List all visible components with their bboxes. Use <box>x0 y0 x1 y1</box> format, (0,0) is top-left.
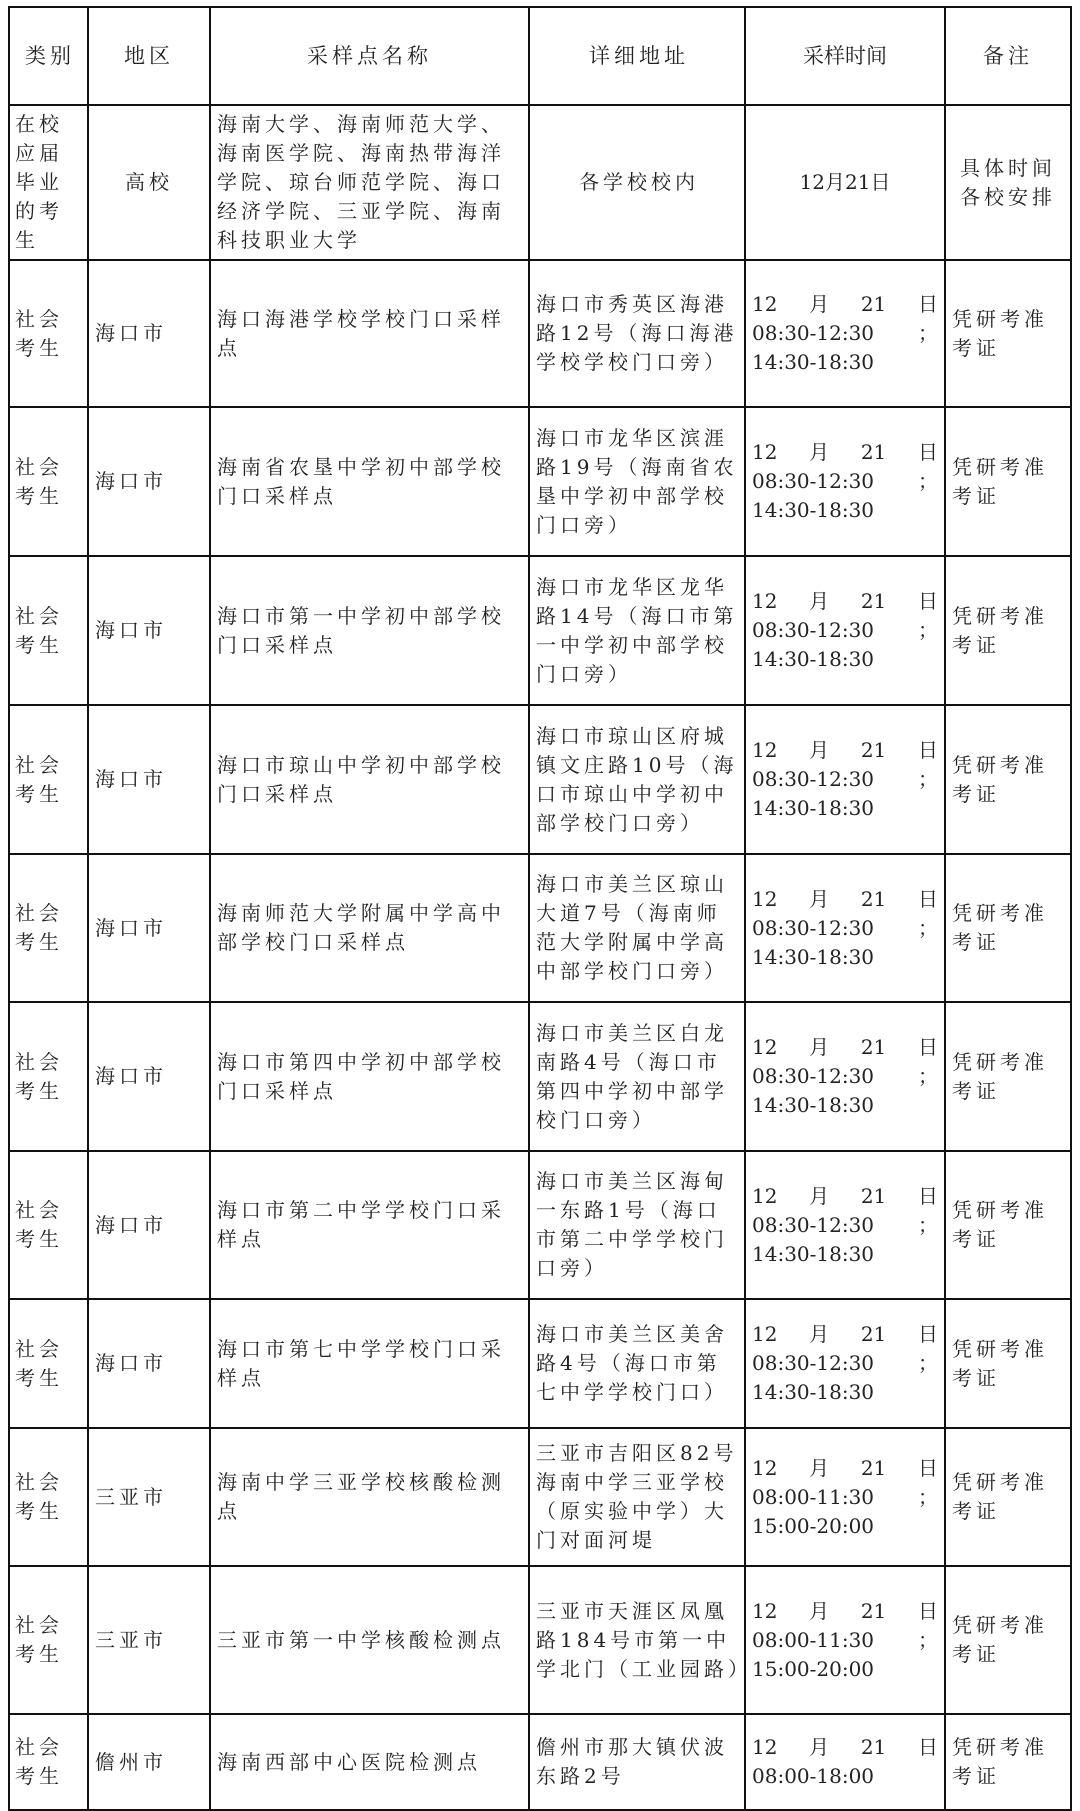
cell-region: 海口市 <box>88 854 210 1002</box>
time-slot-2: 14:30-18:30 <box>752 1380 875 1404</box>
cell-region: 三亚市 <box>88 1566 210 1714</box>
time-date: 12 月 21 日 <box>752 292 938 316</box>
cell-time <box>745 705 945 854</box>
table-row <box>9 105 1071 260</box>
cell-region: 海口市 <box>88 1002 210 1151</box>
cell-address: 海口市美兰区白龙南路4号（海口市第四中学初中部学校门口旁） <box>529 1002 745 1151</box>
cell-site-name: 海口市第四中学初中部学校门口采样点 <box>210 1002 529 1151</box>
time-date: 12 月 21 日 <box>752 440 938 464</box>
time-slot-1: 08:00-18:00 <box>752 1764 875 1788</box>
cell-site-name: 海口市第二中学学校门口采样点 <box>210 1151 529 1299</box>
cell-note: 凭研考准考证 <box>945 705 1071 854</box>
cell-region: 高校 <box>88 105 210 260</box>
cell-category: 社会考生 <box>9 1428 88 1566</box>
cell-note: 凭研考准考证 <box>945 260 1071 407</box>
cell-region: 海口市 <box>88 556 210 705</box>
cell-region: 海口市 <box>88 1151 210 1299</box>
cell-category: 在校应届毕业的考生 <box>9 105 88 260</box>
time-slot-2: 14:30-18:30 <box>752 647 875 671</box>
cell-time <box>745 407 945 556</box>
cell-note: 凭研考准考证 <box>945 1299 1071 1428</box>
time-slot-1: 08:30-12:30 ； <box>752 1064 938 1088</box>
cell-region: 海口市 <box>88 705 210 854</box>
time-slot-2: 15:00-20:00 <box>752 1656 875 1681</box>
time-date: 12 月 21 日 <box>752 1322 938 1346</box>
cell-site-name: 海口市第七中学学校门口采样点 <box>210 1299 529 1428</box>
time-slot-1: 08:30-12:30 ； <box>752 1351 938 1375</box>
time-slot-1: 08:30-12:30 ； <box>752 915 938 940</box>
header-site-name: 采样点名称 <box>210 7 529 105</box>
cell-time <box>745 556 945 705</box>
header-region: 地区 <box>88 7 210 105</box>
time-date: 12 月 21 日 <box>752 886 938 911</box>
time-slot-2: 14:30-18:30 <box>752 944 875 969</box>
cell-address: 海口市美兰区美舍路4号（海口市第七中学学校门口） <box>529 1299 745 1428</box>
cell-time <box>745 260 945 407</box>
cell-time <box>745 1714 945 1810</box>
cell-note: 凭研考准考证 <box>945 854 1071 1002</box>
cell-site-name: 海南大学、海南师范大学、海南医学院、海南热带海洋学院、琼台师范学院、海口经济学院、三亚学院、海南科技职业大学 <box>210 105 529 260</box>
table-row <box>9 407 1071 556</box>
cell-site-name: 海口海港学校学校门口采样点 <box>210 260 529 407</box>
cell-note: 凭研考准考证 <box>945 1151 1071 1299</box>
cell-time: 12月21日 <box>745 105 945 260</box>
time-slot-1: 08:30-12:30 ； <box>752 767 938 791</box>
cell-note: 凭研考准考证 <box>945 1002 1071 1151</box>
cell-region: 海口市 <box>88 1299 210 1428</box>
table-row <box>9 1002 1071 1151</box>
cell-note: 凭研考准考证 <box>945 1714 1071 1810</box>
time-slot-2: 14:30-18:30 <box>752 1241 875 1266</box>
cell-note: 具体时间各校安排 <box>945 105 1071 260</box>
header-address: 详细地址 <box>529 7 745 105</box>
cell-time <box>745 1002 945 1151</box>
time-slot-1: 08:30-12:30 ； <box>752 321 938 345</box>
cell-note: 凭研考准考证 <box>945 1566 1071 1714</box>
cell-time <box>745 854 945 1002</box>
cell-time <box>745 1428 945 1566</box>
cell-site-name: 海南中学三亚学校核酸检测点 <box>210 1428 529 1566</box>
time-date: 12 月 21 日 <box>752 1183 938 1208</box>
table-row <box>9 854 1071 1002</box>
table-row <box>9 1299 1071 1428</box>
time-slot-2: 14:30-18:30 <box>752 796 875 820</box>
cell-category: 社会考生 <box>9 705 88 854</box>
cell-site-name: 海南师范大学附属中学高中部学校门口采样点 <box>210 854 529 1002</box>
cell-site-name: 海口市琼山中学初中部学校门口采样点 <box>210 705 529 854</box>
header-note: 备注 <box>945 7 1071 105</box>
cell-address: 海口市秀英区海港路12号（海口海港学校学校门口旁） <box>529 260 745 407</box>
cell-address: 三亚市吉阳区82号海南中学三亚学校（原实验中学）大门对面河堤 <box>529 1428 745 1566</box>
table-row <box>9 556 1071 705</box>
cell-site-name: 海南西部中心医院检测点 <box>210 1714 529 1810</box>
table-row <box>9 260 1071 407</box>
cell-category: 社会考生 <box>9 260 88 407</box>
cell-category: 社会考生 <box>9 1714 88 1810</box>
table-row <box>9 1714 1071 1810</box>
cell-category: 社会考生 <box>9 1566 88 1714</box>
cell-category: 社会考生 <box>9 556 88 705</box>
time-slot-2: 14:30-18:30 <box>752 350 875 374</box>
time-slot-2: 14:30-18:30 <box>752 1093 875 1117</box>
time-date: 12 月 21 日 <box>752 589 938 613</box>
time-date: 12 月 21 日 <box>752 1035 938 1059</box>
table-row <box>9 1151 1071 1299</box>
cell-category: 社会考生 <box>9 1299 88 1428</box>
table-row <box>9 1428 1071 1566</box>
cell-time <box>745 1299 945 1428</box>
cell-site-name: 海口市第一中学初中部学校门口采样点 <box>210 556 529 705</box>
cell-note: 凭研考准考证 <box>945 556 1071 705</box>
time-date: 12 月 21 日 <box>752 1735 938 1759</box>
time-date: 12 月 21 日 <box>752 1455 938 1480</box>
time-slot-1: 08:30-12:30 ； <box>752 469 938 493</box>
sampling-sites-table <box>8 6 1072 1811</box>
cell-address: 海口市龙华区龙华路14号（海口市第一中学初中部学校门口旁） <box>529 556 745 705</box>
time-slot-1: 08:30-12:30 ； <box>752 1212 938 1237</box>
header-time: 采样时间 <box>745 7 945 105</box>
cell-time <box>745 1151 945 1299</box>
cell-region: 儋州市 <box>88 1714 210 1810</box>
cell-address: 儋州市那大镇伏波东路2号 <box>529 1714 745 1810</box>
cell-note: 凭研考准考证 <box>945 407 1071 556</box>
time-slot-2: 14:30-18:30 <box>752 498 875 522</box>
cell-region: 三亚市 <box>88 1428 210 1566</box>
cell-category: 社会考生 <box>9 407 88 556</box>
cell-region: 海口市 <box>88 407 210 556</box>
cell-category: 社会考生 <box>9 854 88 1002</box>
table-header-row <box>9 7 1071 105</box>
cell-category: 社会考生 <box>9 1002 88 1151</box>
cell-region: 海口市 <box>88 260 210 407</box>
cell-address: 海口市美兰区海甸一东路1号（海口市第二中学学校门口旁） <box>529 1151 745 1299</box>
cell-time <box>745 1566 945 1714</box>
time-slot-1: 08:00-11:30 ； <box>752 1484 938 1509</box>
cell-category: 社会考生 <box>9 1151 88 1299</box>
cell-address: 各学校校内 <box>529 105 745 260</box>
header-category: 类别 <box>9 7 88 105</box>
cell-address: 海口市美兰区琼山大道7号（海南师范大学附属中学高中部学校门口旁） <box>529 854 745 1002</box>
time-date: 12 月 21 日 <box>752 1598 938 1623</box>
cell-site-name: 海南省农垦中学初中部学校门口采样点 <box>210 407 529 556</box>
time-slot-2: 15:00-20:00 <box>752 1513 875 1538</box>
time-date: 12 月 21 日 <box>752 738 938 762</box>
table-row <box>9 1566 1071 1714</box>
cell-address: 海口市琼山区府城镇文庄路10号（海口市琼山中学初中部学校门口旁） <box>529 705 745 854</box>
cell-address: 三亚市天涯区凤凰路184号市第一中学北门（工业园路） <box>529 1566 745 1714</box>
time-slot-1: 08:30-12:30 ； <box>752 618 938 642</box>
time-slot-1: 08:00-11:30 ； <box>752 1627 938 1652</box>
table-row <box>9 705 1071 854</box>
cell-address: 海口市龙华区滨涯路19号（海南省农垦中学初中部学校门口旁） <box>529 407 745 556</box>
cell-site-name: 三亚市第一中学核酸检测点 <box>210 1566 529 1714</box>
cell-note: 凭研考准考证 <box>945 1428 1071 1566</box>
